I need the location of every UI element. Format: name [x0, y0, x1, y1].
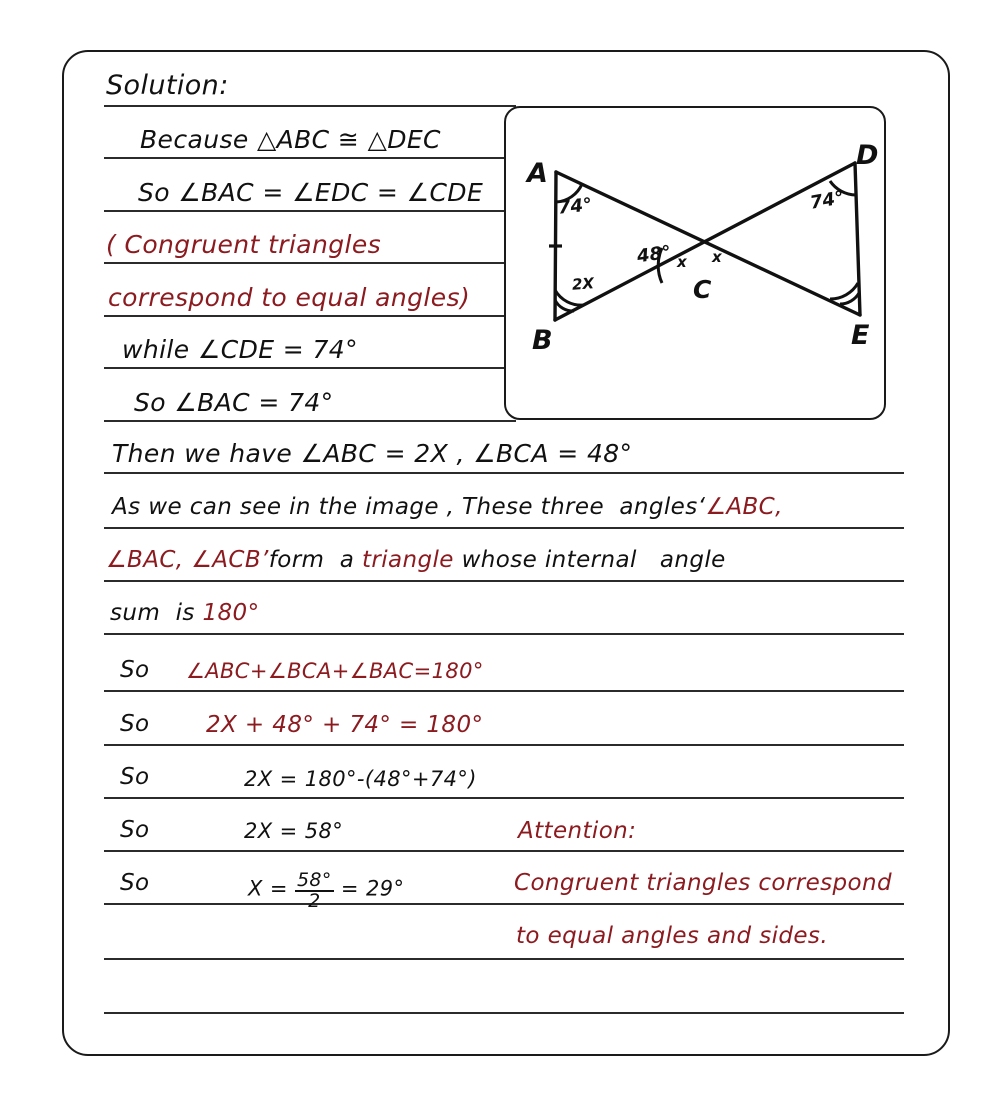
vertex-label-C: C: [693, 275, 712, 304]
ruled-line: [104, 315, 516, 317]
line-correspond-equal-angles: correspond to equal angles): [108, 283, 471, 312]
ruled-line: [104, 797, 904, 799]
fraction-58-over-2: [295, 871, 334, 912]
attention-line-1: Congruent triangles correspond: [514, 870, 892, 896]
equation-final-x: [248, 869, 405, 913]
line-so-angles-equal: So ∠BAC = ∠EDC = ∠CDE: [138, 178, 484, 207]
line-congruent-triangles-open: ( Congruent triangles: [106, 230, 382, 259]
angle-label-A-74: 74°: [556, 194, 594, 219]
line-while-cde: while ∠CDE = 74°: [122, 335, 358, 364]
bowtie-triangles-diagram: [504, 106, 886, 420]
fraction-numerator: 58°: [296, 869, 332, 891]
as-we-can-see-red: ∠ABC,: [705, 494, 783, 520]
line-sum-is-180: [110, 602, 259, 625]
angle-label-D-74: 74°: [808, 187, 846, 214]
line-so-bac-74: So ∠BAC = 74°: [134, 388, 334, 417]
segment-DE: [855, 163, 860, 315]
ruled-line: [104, 633, 904, 635]
value-180: 180°: [202, 600, 260, 626]
heading-solution: Solution:: [106, 70, 229, 101]
ruled-line: [104, 690, 904, 692]
attention-line-2: to equal angles and sides.: [516, 923, 829, 949]
ruled-line: [104, 262, 516, 264]
ruled-line: [104, 903, 904, 905]
form-a-text: form a: [268, 547, 362, 573]
angle-arc-E-outer: [830, 283, 858, 299]
ruled-line: [104, 1012, 904, 1014]
as-we-can-see-black: As we can see in the image , These three angles‘: [112, 494, 706, 520]
line-form-a-triangle: [106, 549, 726, 572]
equation-rearranged: 2X = 180°-(48°+74°): [244, 767, 477, 791]
vertex-label-B: B: [532, 325, 553, 356]
angle-arc-E-inner: [840, 293, 859, 304]
attention-title: Attention:: [518, 818, 637, 844]
fraction-denominator: 2: [308, 890, 321, 913]
ruled-line: [104, 105, 516, 107]
so-label-15: So: [120, 817, 150, 843]
sum-is-text: sum is: [110, 600, 203, 626]
line-then-we-have: Then we have ∠ABC = 2X , ∠BCA = 48°: [112, 439, 633, 468]
ruled-line: [104, 527, 904, 529]
vertex-label-E: E: [851, 320, 870, 351]
equation-substituted: 2X + 48° + 74° = 180°: [206, 712, 484, 738]
equation-2x-58: 2X = 58°: [244, 819, 344, 843]
triangle-word: triangle: [361, 547, 454, 573]
equation-angle-sum: ∠ABC+∠BCA+∠BAC=180°: [186, 659, 484, 683]
x-equals-result: = 29°: [333, 876, 405, 901]
vertex-label-A: A: [527, 158, 548, 189]
angle-label-B-2x: 2X: [571, 274, 595, 294]
ruled-line: [104, 157, 516, 159]
ruled-line: [104, 472, 904, 474]
ruled-line: [104, 958, 904, 960]
so-label-16: So: [120, 870, 150, 896]
ruled-line: [104, 367, 516, 369]
ruled-line: [104, 744, 904, 746]
ruled-line: [104, 420, 516, 422]
ruled-line: [104, 210, 516, 212]
line-because-congruent: Because △ABC ≅ △DEC: [140, 125, 441, 154]
angle-label-C-left-x: x: [677, 253, 687, 271]
so-label-12: So: [120, 657, 150, 683]
vertex-label-D: D: [856, 140, 879, 171]
angles-bac-acb: ∠BAC, ∠ACB’: [106, 547, 269, 573]
whose-internal-angle: whose internal angle: [453, 547, 726, 573]
x-equals-lead: X =: [248, 876, 295, 901]
angle-label-C-48: 48°: [635, 241, 673, 268]
ruled-line: [104, 850, 904, 852]
line-as-we-can-see: [112, 496, 783, 519]
so-label-13: So: [120, 711, 150, 737]
so-label-14: So: [120, 764, 150, 790]
ruled-line: [104, 580, 904, 582]
angle-label-C-right-x: x: [712, 248, 722, 266]
